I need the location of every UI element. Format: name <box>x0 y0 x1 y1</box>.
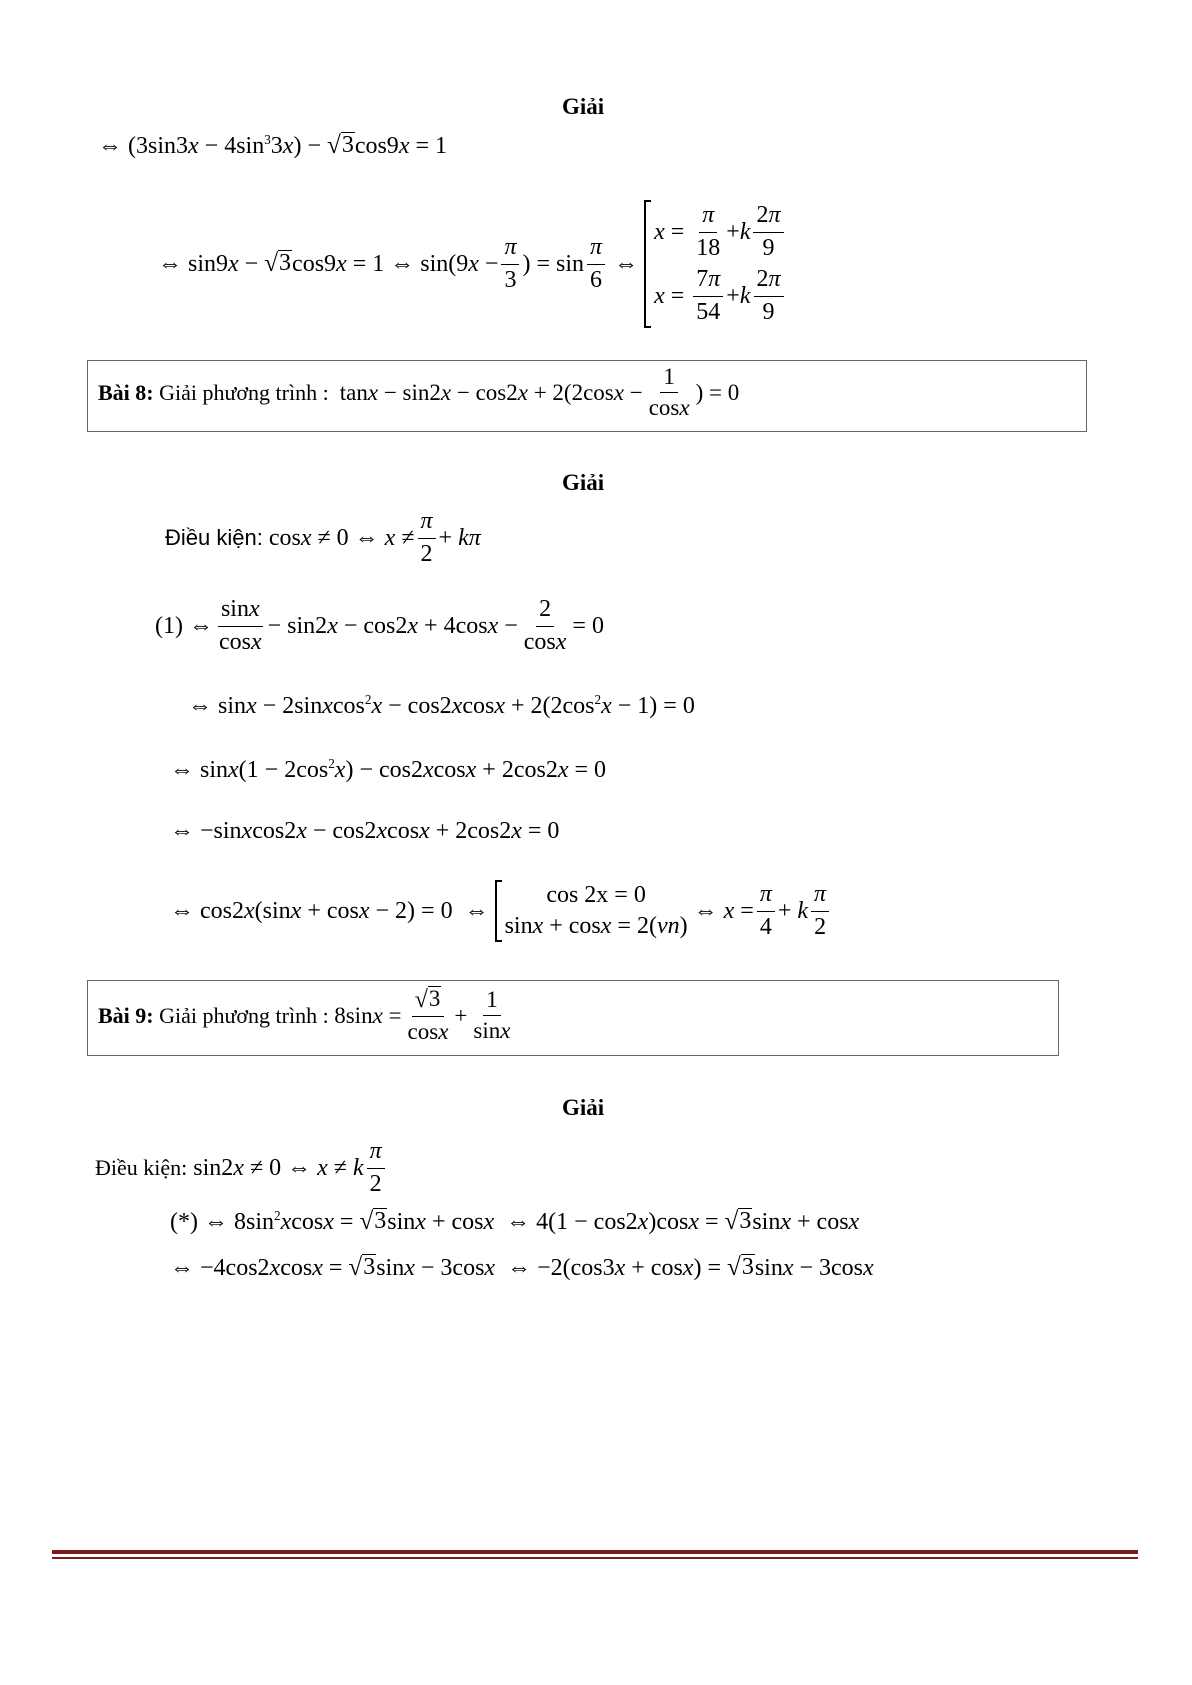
solution-step-2-bai-8: ⇔ sinx − 2sinxcos$^2$x − $\cos 2xcosx + 2(2\cos^2x - 1) = 0$ <box>188 692 695 719</box>
solution-step-3-bai-8: ⇔ $\sin x(1 - 2\cos^2x) - \cos 2xcosx + 2\cos 2x = 0$ <box>170 756 607 783</box>
equation-line-2: ⇔ sin9x − √ 3 cos9x = 1 ⇔ sin(9x − $\frac{\pi}{3}$ ) = sin $\frac{\pi}{6}$ ⇔ x = $\frac{\pi}{18}$ + k $\frac{2\pi}{9}$ x = $\frac{7\pi}{54}$ + k $\frac{2\pi}{9}$ <box>158 200 793 328</box>
solution-step-4-bai-8: ⇔ −sinxcos2x − cos2xcosx + 2cos2x = 0 <box>170 818 560 844</box>
solution-system-bai-8 <box>495 880 688 942</box>
system-case-2: sin x + cos x = 2( vn ) <box>504 913 688 939</box>
solution-system-1: x = $\frac{\pi}{18}$ + k $\frac{2\pi}{9}$ x = $\frac{7\pi}{54}$ + k $\frac{2\pi}{9}$ <box>644 200 786 328</box>
problem-prompt-bai-9: Giải phương trình : <box>159 1002 329 1028</box>
footer-rule-thin <box>52 1557 1138 1559</box>
solution-step-1-bai-9: (*) ⇔ $8\sin^2xcosx$ = √ 3 sinx + cosx ⇔ 4(1 − cos2x)cosx = √ 3 sinx + cosx <box>170 1208 860 1235</box>
heading-giai-1: Giải <box>562 94 605 119</box>
heading-giai-2: Giải <box>562 470 605 495</box>
problem-statement-bai-8: Bài 8: Giải phương trình : tanx − sin2x − cos2x + 2(2cosx − $\frac{1}{\cos x}$ ) = 0 <box>98 364 740 421</box>
equation-line-1: ⇔ $(3\sin 3x - 4\sin^33x)$ − √ 3 cos9x = 1 <box>98 132 448 159</box>
problem-prompt-bai-8: Giải phương trình : <box>159 379 329 405</box>
condition-label-bai-8: Điều kiện: <box>165 525 263 551</box>
problem-statement-bai-9: Bài 9: Giải phương trình : 8sinx = √ 3 cosx + $\frac{1}{\sin x}$ <box>98 986 511 1044</box>
heading-giai-3: Giải <box>562 1095 605 1120</box>
problem-label-bai-9: Bài 9: <box>98 1002 154 1028</box>
condition-line-bai-9: Điều kiện: sin2x ≠ 0 ⇔ x ≠ k $\frac{\pi}{2}$ <box>95 1138 388 1198</box>
solution-step-2-bai-9: ⇔ −4cos2xcosx = √ 3 sinx − 3cosx ⇔ −2(cos3x + cosx) = √ 3 sinx − 3cosx <box>170 1254 874 1281</box>
condition-line-bai-8: Điều kiện: cosx ≠ 0 ⇔ x ≠ $\frac{\pi}{2}$ + kπ <box>165 508 481 567</box>
solution-step-1-bai-8: (1) ⇔ $\frac{\sin x}{\cos x}$ − sin2x − cos2x + 4cosx − $\frac{2}{\cos x}$ = 0 <box>155 596 604 655</box>
solution-step-5-bai-8: ⇔ cos2x(sinx + cosx − 2) = 0 ⇔ cos 2x = 0 sin x + cos x = 2( vn ) ⇔ x = $\frac{\pi}{4}$ + k $\frac{\pi}{2}$ <box>170 880 832 942</box>
footer-rule-thick <box>52 1550 1138 1554</box>
condition-label-bai-9: Điều kiện: <box>95 1155 188 1181</box>
problem-label-bai-8: Bài 8: <box>98 379 154 405</box>
system-case-1: cos 2x = 0 <box>546 882 646 908</box>
